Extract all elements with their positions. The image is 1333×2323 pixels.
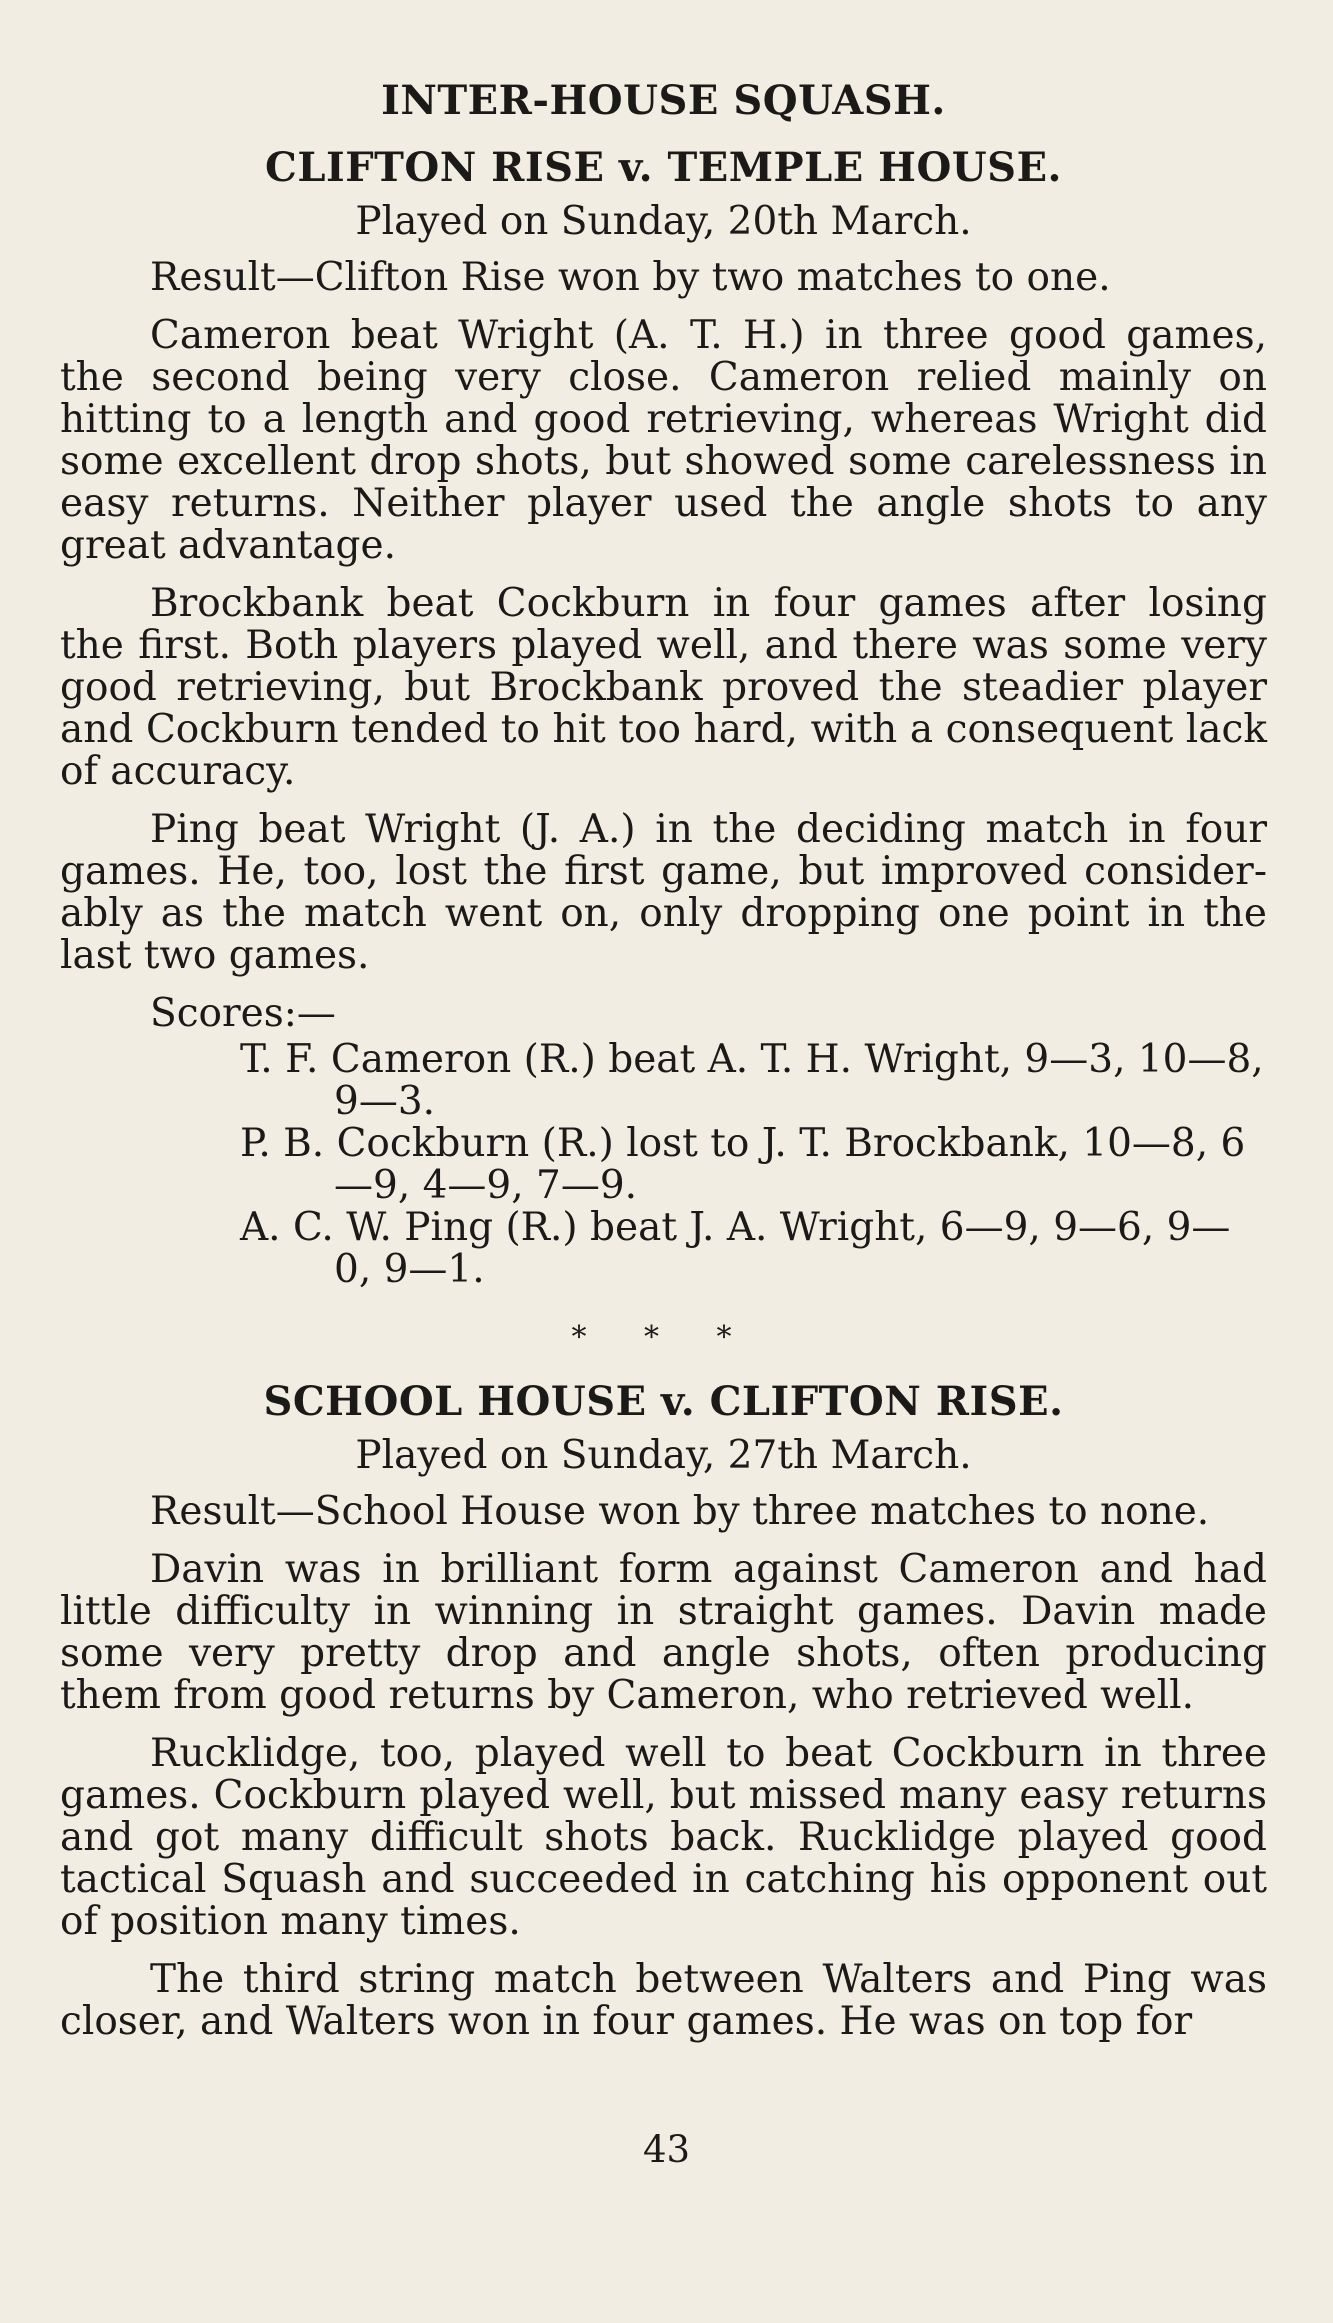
section-separator: * * * xyxy=(571,1320,756,1355)
match-date: Played on Sunday, 20th March. xyxy=(355,199,972,244)
match-paragraph: Cameron beat Wright (A. T. H.) in three good games, the second being very close. Cameron relied mainly on hitting to a length and good retrieving, whereas Wright did some excellent drop shots, but showed some carelessness in easy returns. Neither player used the angle shots to any great advantage. xyxy=(60,313,1267,568)
match-section-clifton-temple xyxy=(60,144,1267,1292)
match-heading: SCHOOL HOUSE v. CLIFTON RISE. xyxy=(263,1378,1064,1425)
match-result: Result—School House won by three matches to none. xyxy=(150,1489,1210,1534)
score-line: A. C. W. Ping (R.) beat J. A. Wright, 6—9, 9—6, 9—0, 9—1. xyxy=(240,1205,1231,1292)
scores-label: Scores:— xyxy=(150,991,336,1036)
match-paragraph: Rucklidge, too, played well to beat Cockburn in three games. Cockburn played well, but missed many easy returns and got many difficult shots back. Rucklidge played good tactical Squash and succeeded in catching his opponent out of position many times. xyxy=(60,1731,1267,1944)
match-paragraph: Ping beat Wright (J. A.) in the deciding match in four games. He, too, lost the first game, but improved considerably as the match went on, only dropping one point in the last two games. xyxy=(60,807,1267,978)
score-line: T. F. Cameron (R.) beat A. T. H. Wright, 9—3, 10—8, 9—3. xyxy=(240,1037,1264,1124)
score-line: P. B. Cockburn (R.) lost to J. T. Brockbank, 10—8, 6—9, 4—9, 7—9. xyxy=(240,1121,1246,1208)
match-paragraph: The third string match between Walters and Ping was closer, and Walters won in four games. He was on top for xyxy=(60,1957,1267,2044)
match-section-school-clifton xyxy=(60,1378,1267,2044)
match-date: Played on Sunday, 27th March. xyxy=(355,1433,972,1478)
page-number: 43 xyxy=(642,2128,691,2171)
match-result: Result—Clifton Rise won by two matches to one. xyxy=(150,255,1111,300)
page-title: INTER-HOUSE SQUASH. xyxy=(381,77,946,124)
match-heading: CLIFTON RISE v. TEMPLE HOUSE. xyxy=(265,144,1062,191)
match-paragraph: Brockbank beat Cockburn in four games after losing the first. Both players played well, and there was some very good retrieving, but Brockbank proved the steadier player and Cockburn tended to hit too hard, with a consequent lack of accuracy. xyxy=(60,581,1267,794)
match-paragraph: Davin was in brilliant form against Cameron and had little difficulty in winning in straight games. Davin made some very pretty drop and angle shots, often producing them from good returns by Cameron, who retrieved well. xyxy=(60,1547,1267,1718)
page-content xyxy=(60,77,1267,2059)
